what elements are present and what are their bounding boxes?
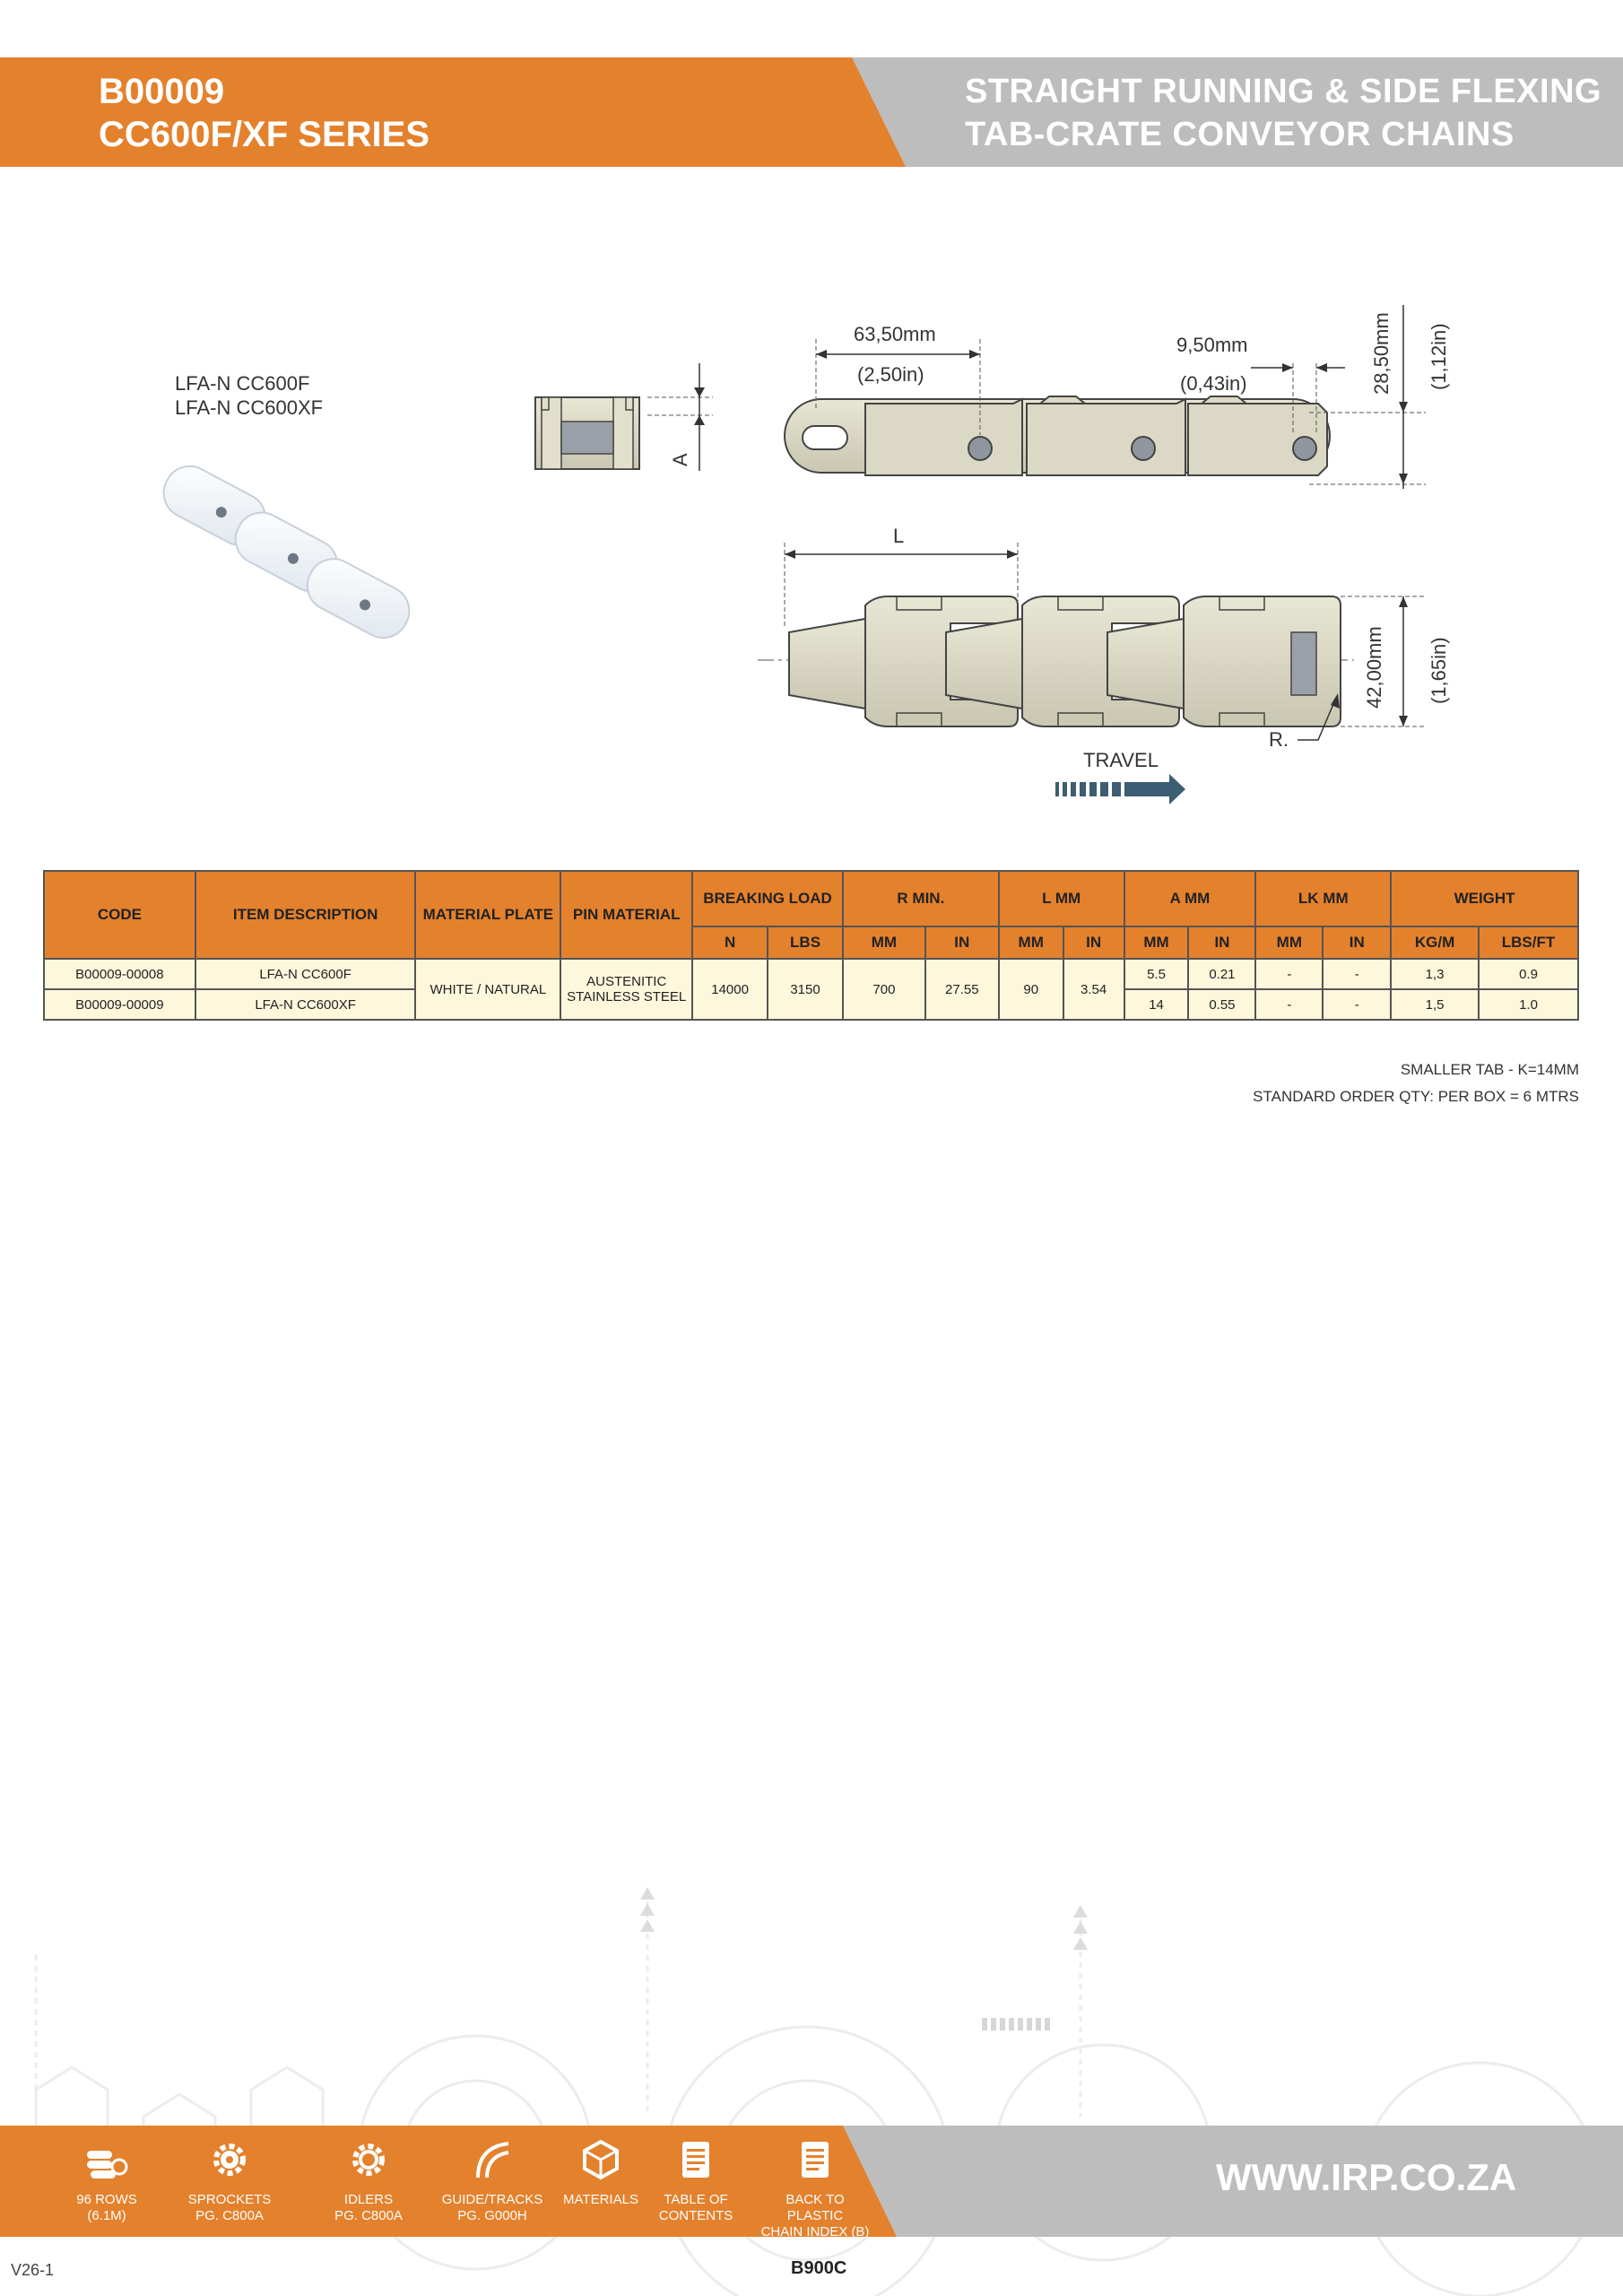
title-line-2: TAB-CRATE CONVEYOR CHAINS (965, 116, 1515, 153)
header-title (965, 70, 1601, 156)
note-order-qty: STANDARD ORDER QTY: PER BOX = 6 MTRS (1253, 1088, 1579, 1105)
footer-link-sprockets[interactable] (176, 2131, 283, 2224)
height-in: (1,12in) (1428, 323, 1450, 390)
footer-label-line1: IDLERS (343, 2192, 394, 2207)
cell-r-mm: 700 (843, 959, 925, 1020)
subheader-lk-mm: MM (1255, 926, 1323, 959)
version-label: V26-1 (11, 2261, 55, 2279)
cell-lbs: 3150 (768, 959, 843, 1020)
product-code: B00009 (99, 72, 225, 111)
cell-code: B00009-00008 (44, 959, 195, 989)
footer-label-line2: PG. C800A (195, 2208, 264, 2223)
cell-lk-mm: - (1255, 959, 1323, 989)
guide-track-icon (471, 2138, 514, 2181)
cell-l-mm: 90 (999, 959, 1063, 1020)
chain-product-image (148, 457, 424, 647)
header-breaking: BREAKING LOAD (692, 871, 843, 926)
pitch-mm: 63,50mm (854, 323, 936, 345)
width-dimension (1341, 596, 1450, 726)
cell-a-in: 0.55 (1188, 989, 1255, 1020)
header-weight: WEIGHT (1391, 871, 1578, 926)
header-product (99, 70, 430, 156)
pin-in: (0,43in) (1180, 372, 1247, 395)
cell-item: LFA-N CC600XF (195, 989, 416, 1020)
cell-r-in: 27.55 (925, 959, 999, 1020)
product-label-2: LFA-N CC600XF (175, 396, 324, 419)
subheader-a-mm: MM (1124, 926, 1189, 959)
label-a: A (669, 453, 691, 466)
product-label-1: LFA-N CC600F (175, 372, 310, 395)
footer-label-line1: MATERIALS (563, 2192, 638, 2207)
subheader-l-in: IN (1063, 926, 1124, 959)
table-header-row (44, 871, 1578, 926)
cell-lbsft: 1.0 (1479, 989, 1578, 1020)
cell-kgm: 1,5 (1391, 989, 1479, 1020)
note-tab-size: SMALLER TAB - K=14MM (1400, 1061, 1579, 1078)
label-r: R. (1269, 728, 1289, 751)
footer-label-line1: BACK TO PLASTIC (785, 2192, 845, 2223)
footer-label-line1: SPROCKETS (187, 2192, 272, 2207)
subheader-kgm: KG/M (1391, 926, 1479, 959)
end-view-drawing (535, 363, 713, 471)
product-series: CC600F/XF SERIES (99, 115, 430, 154)
cell-lk-in: - (1323, 989, 1391, 1020)
cell-l-in: 3.54 (1063, 959, 1124, 1020)
document-icon (794, 2138, 837, 2181)
footer-link-table-of-contents[interactable] (642, 2131, 750, 2224)
label-l: L (893, 525, 905, 547)
travel-arrow-icon (1055, 774, 1185, 804)
rollers-icon (85, 2138, 128, 2181)
subheader-lbsft: LBS/FT (1479, 926, 1578, 959)
materials-icon (579, 2138, 622, 2181)
website-link[interactable]: WWW.IRP.CO.ZA (1216, 2156, 1517, 2198)
cell-lbsft: 0.9 (1479, 959, 1578, 989)
cell-item: LFA-N CC600F (195, 959, 416, 989)
subheader-lbs: LBS (768, 926, 843, 959)
subheader-a-in: IN (1188, 926, 1255, 959)
top-view-drawing (785, 396, 1330, 475)
footer-link-chain-index[interactable] (757, 2131, 873, 2240)
width-mm: 42,00mm (1363, 626, 1385, 709)
height-dimension (1309, 305, 1450, 489)
cell-a-mm: 14 (1124, 989, 1189, 1020)
document-icon (674, 2138, 717, 2181)
subheader-r-in: IN (925, 926, 999, 959)
footer-link-guide-tracks[interactable] (438, 2131, 546, 2224)
height-mm: 28,50mm (1370, 312, 1393, 395)
footer-label-line2: PG. G000H (457, 2208, 527, 2223)
footer-label-line2: CONTENTS (658, 2208, 733, 2223)
footer-link-idlers[interactable] (315, 2131, 422, 2224)
specification-table (43, 870, 1579, 1021)
header-lmm: L MM (999, 871, 1124, 926)
cell-kgm: 1,3 (1391, 959, 1479, 989)
page-number: B900C (791, 2258, 847, 2278)
header-rmin: R MIN. (843, 871, 999, 926)
idler-icon (347, 2138, 390, 2181)
table-row (44, 959, 1578, 989)
cell-n: 14000 (692, 959, 768, 1020)
header-code: CODE (44, 871, 195, 959)
plan-view-drawing (758, 596, 1354, 726)
footer-label-line2: CHAIN INDEX (B) (760, 2224, 870, 2239)
sprocket-icon (208, 2138, 251, 2181)
width-in: (1,65in) (1428, 637, 1450, 704)
cell-lk-in: - (1323, 959, 1391, 989)
subheader-lk-in: IN (1323, 926, 1391, 959)
footer-label-line2: (6.1M) (87, 2208, 126, 2223)
footer-label-line1: 96 ROWS (76, 2192, 137, 2207)
footer-label-line2: PG. C800A (334, 2208, 403, 2223)
cell-a-mm: 5.5 (1124, 959, 1189, 989)
footer-label-line1: GUIDE/TRACKS (441, 2192, 543, 2207)
subheader-r-mm: MM (843, 926, 925, 959)
cell-material: WHITE / NATURAL (415, 959, 560, 1020)
footer-link-materials[interactable] (547, 2131, 655, 2208)
travel-indicator (1055, 749, 1185, 804)
cell-lk-mm: - (1255, 989, 1323, 1020)
subheader-n: N (692, 926, 768, 959)
pitch-in: (2,50in) (857, 363, 924, 386)
pin-mm: 9,50mm (1176, 334, 1248, 356)
travel-label: TRAVEL (1083, 749, 1159, 771)
header-lkmm: LK MM (1255, 871, 1391, 926)
header-material: MATERIAL PLATE (415, 871, 560, 959)
title-line-1: STRAIGHT RUNNING & SIDE FLEXING (965, 73, 1602, 110)
chain-technical-drawing (0, 287, 1623, 807)
header-pin: PIN MATERIAL (560, 871, 692, 959)
header-item: ITEM DESCRIPTION (195, 871, 416, 959)
cell-a-in: 0.21 (1188, 959, 1255, 989)
cell-code: B00009-00009 (44, 989, 195, 1020)
footer-label-line1: TABLE OF (664, 2192, 728, 2207)
header-amm: A MM (1124, 871, 1256, 926)
cell-pin: AUSTENITIC STAINLESS STEEL (560, 959, 692, 1020)
footer-link-rows[interactable] (53, 2131, 161, 2224)
subheader-l-mm: MM (999, 926, 1063, 959)
